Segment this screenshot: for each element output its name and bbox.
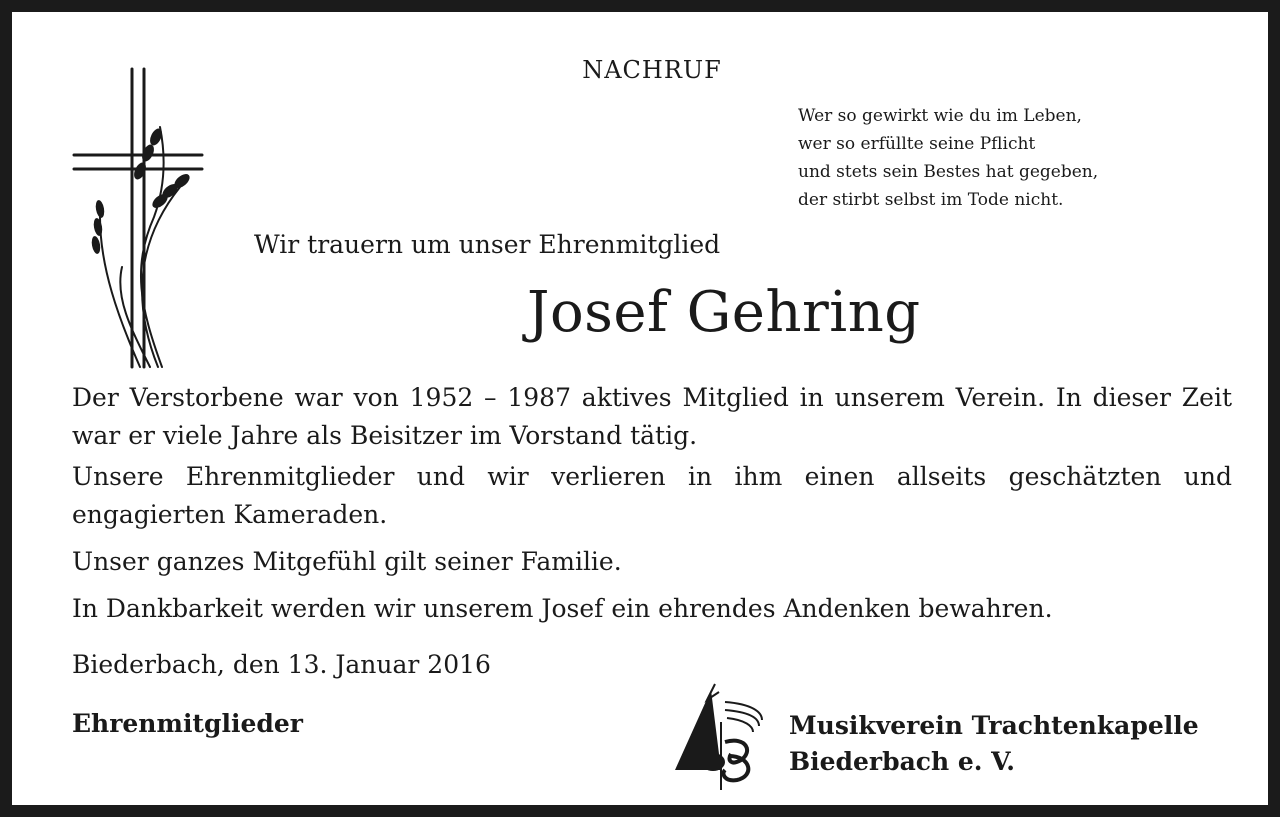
poem-line: wer so erfüllte seine Pflicht [798, 134, 1036, 154]
intro-line: Wir trauern um unser Ehrenmitglied [254, 230, 721, 259]
poem-line: der stirbt selbst im Tode nicht. [798, 190, 1064, 210]
signature-right [789, 708, 1199, 780]
poem-line: und stets sein Bestes hat gegeben, [798, 162, 1099, 182]
music-club-logo-icon [667, 682, 767, 792]
paragraph: Unser ganzes Mitgefühl gilt seiner Familie. [72, 547, 622, 576]
poem [798, 102, 1098, 214]
paragraph: In Dankbarkeit werden wir unserem Josef ein ehrendes Andenken bewahren. [72, 594, 1053, 623]
signature-left: Ehrenmitglieder [72, 709, 303, 738]
deceased-name: Josef Gehring [527, 280, 921, 345]
cross-with-wheat-icon [70, 67, 210, 377]
poem-line: Wer so gewirkt wie du im Leben, [798, 106, 1082, 126]
club-name-line: Biederbach e. V. [789, 747, 1015, 776]
place-date: Biederbach, den 13. Januar 2016 [72, 650, 491, 679]
paragraph: Der Verstorbene war von 1952 – 1987 aktives Mitglied in unserem Verein. In dieser Zeit war er viele Jahre als Beisitzer im Vorstand tätig. [72, 383, 1232, 450]
heading: NACHRUF [582, 56, 722, 84]
club-name-line: Musikverein Trachtenkapelle [789, 711, 1199, 740]
paragraph: Unsere Ehrenmitglieder und wir verlieren in ihm einen allseits geschätzten und engagierten Kameraden. [72, 462, 1232, 529]
